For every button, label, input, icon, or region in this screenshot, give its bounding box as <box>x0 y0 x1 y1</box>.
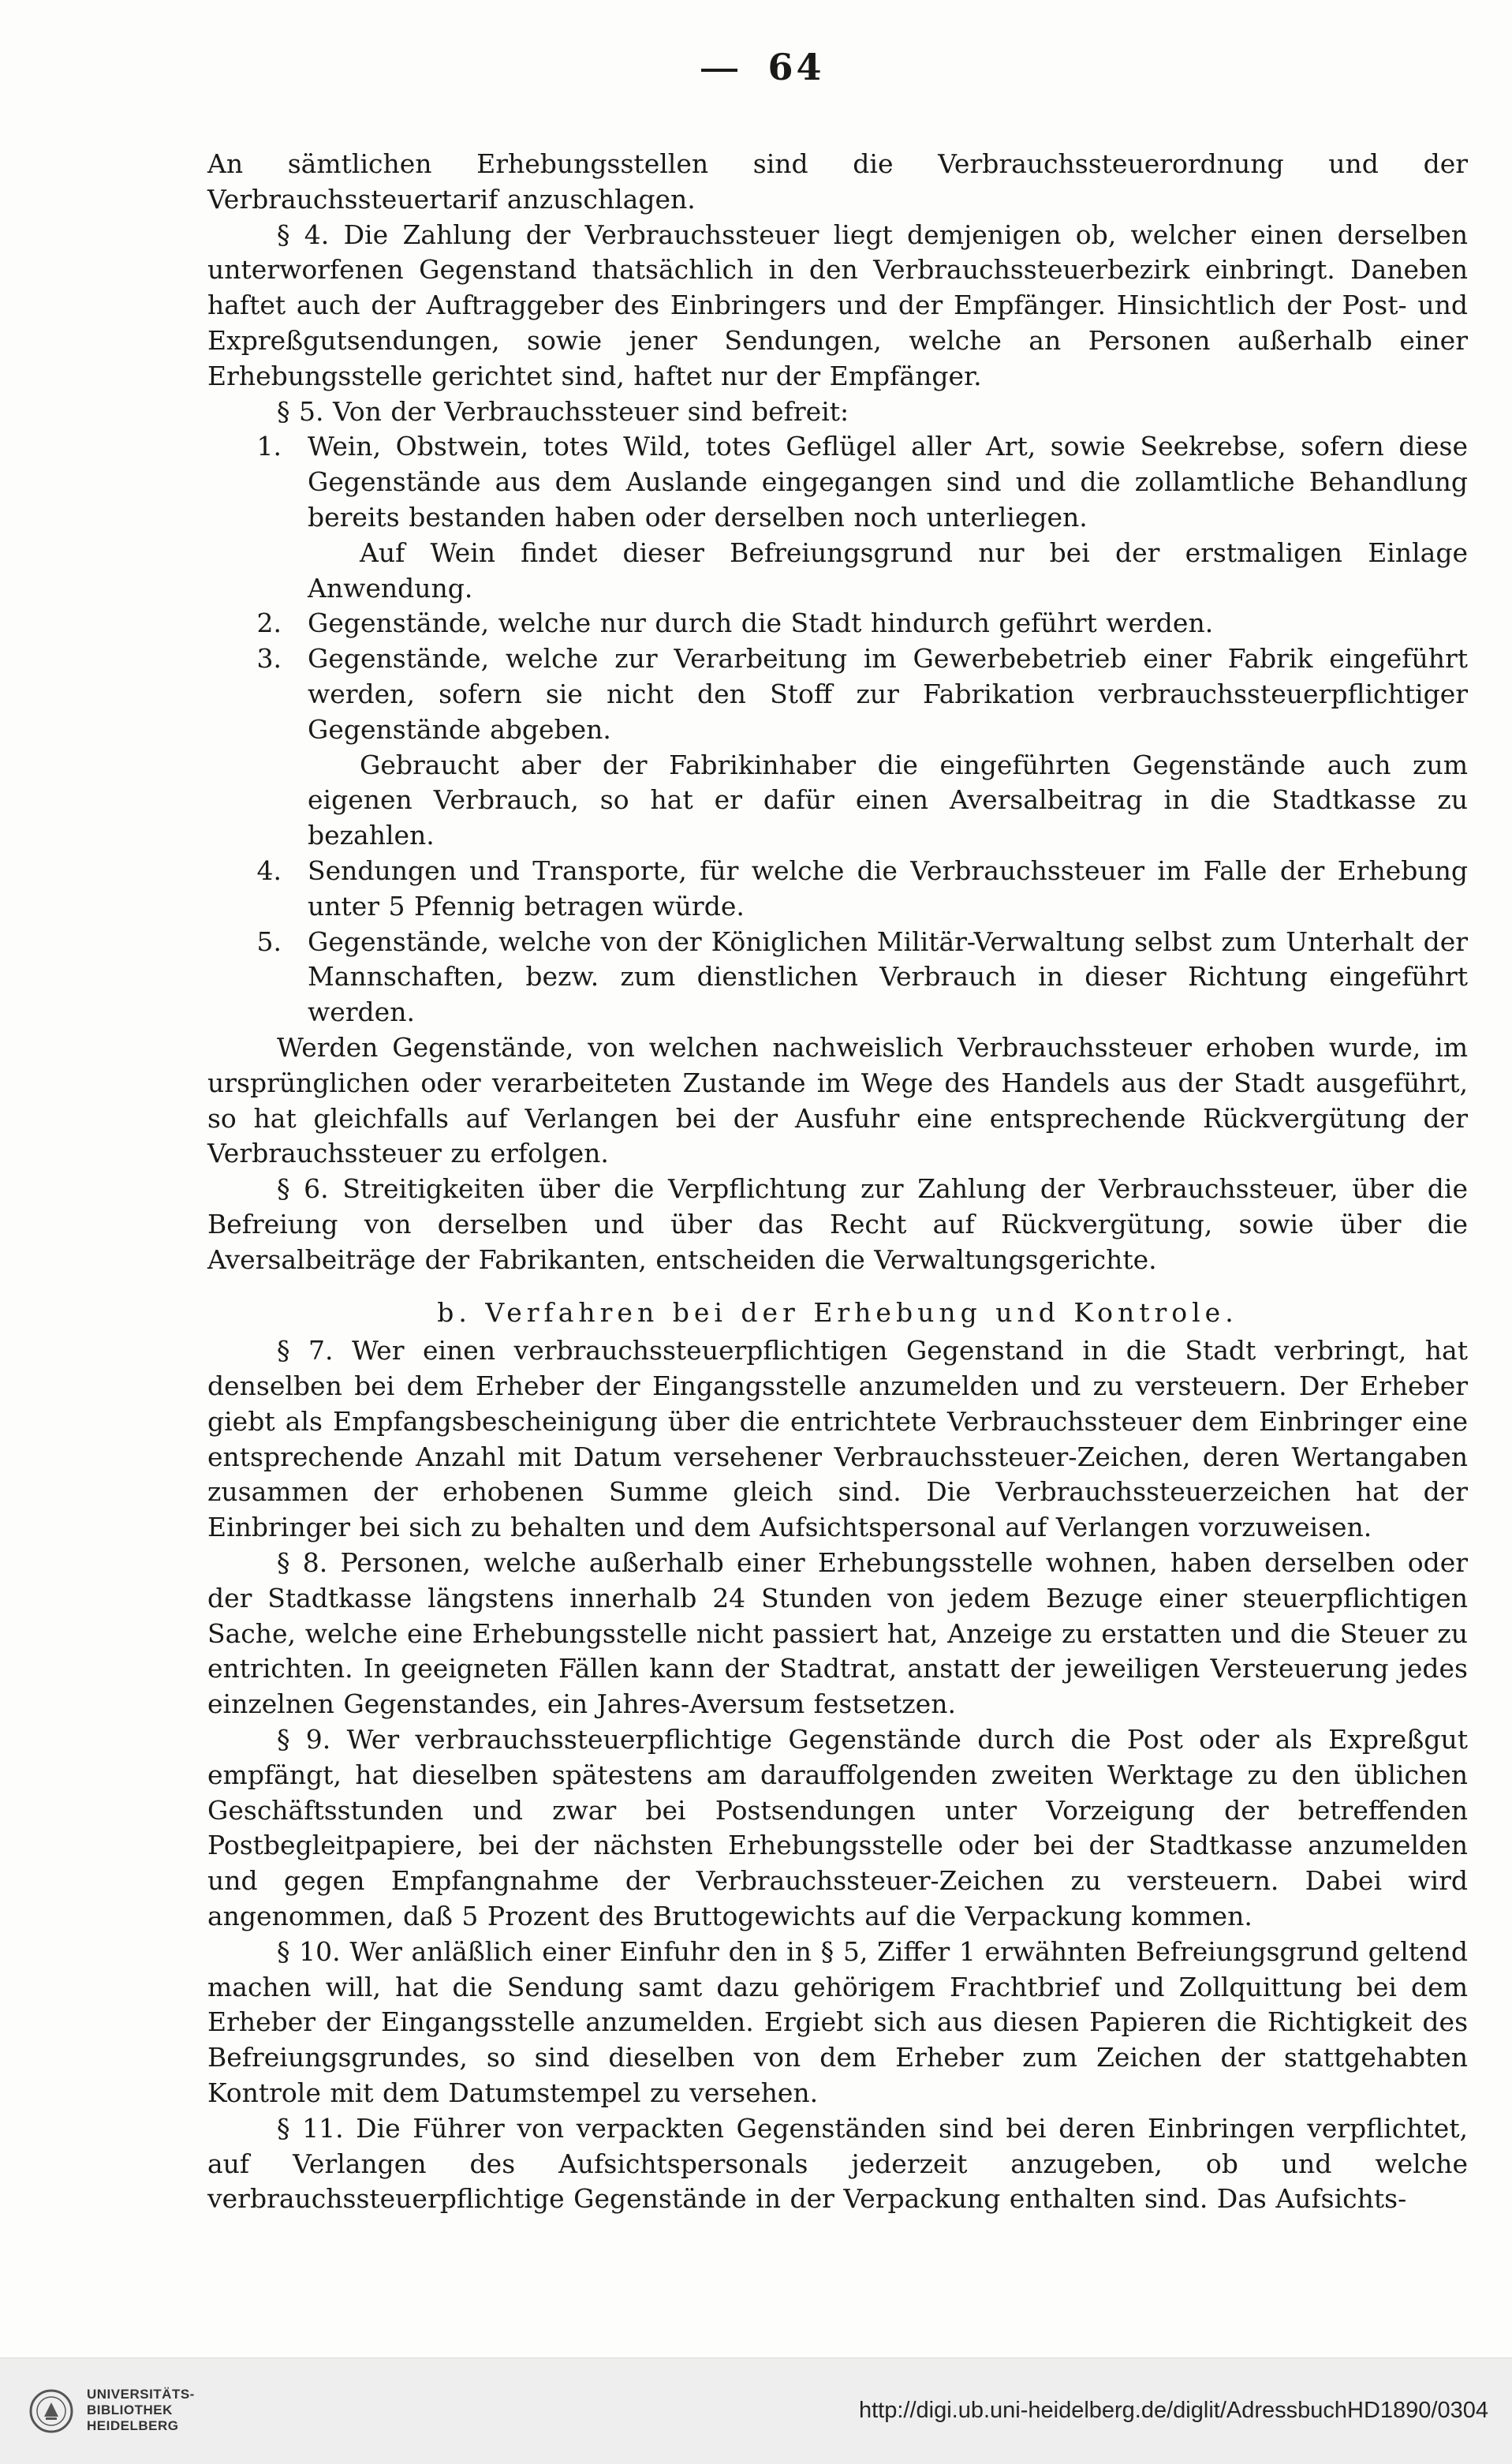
list-item-number: 1. <box>256 431 282 462</box>
list-item-number: 5. <box>256 925 282 957</box>
paragraph-s5-closing: Werden Gegenstände, von welchen nachweislich Verbrauchssteuer erhoben wurde, im ursprünglichen oder verarbeiteten Zustande im Wege des Handels aus der Stadt ausgeführt, so hat gleichfalls auf Verlangen bei der Ausfuhr eine entsprechende Rückvergütung der Verbrauchssteuer zu erfolgen. <box>207 1031 1468 1169</box>
list-item-text: Gegenstände, welche von der Königlichen Militär-Verwaltung selbst zum Unterhalt der Mannschaften, bezw. zum dienstlichen Verbrauch in dieser Richtung eingeführt werden. <box>308 925 1468 1028</box>
header-dash <box>701 69 737 72</box>
list-item-note: Auf Wein findet dieser Befreiungsgrund nur bei der erstmaligen Einlage Anwendung. <box>308 537 1468 604</box>
paragraph-s8: § 8. Personen, welche außerhalb einer Erhebungsstelle wohnen, haben derselben oder der Stadtkasse längstens innerhalb 24 Stunden von jedem Bezuge einer steuerpflichtigen Sache, welche eine Erhebungsstelle nicht passiert hat, Anzeige zu erstatten und die Steuer zu entrichten. In geeigneten Fällen kann der Stadtrat, anstatt der jeweiligen Versteuerung jedes einzelnen Gegenstandes, ein Jahres-Aversum festsetzen. <box>207 1547 1468 1720</box>
page-body <box>207 147 1468 2217</box>
library-name-line: BIBLIOTHEK <box>87 2402 173 2417</box>
library-name <box>87 2387 195 2434</box>
footer-bar <box>0 2357 1512 2464</box>
paragraph-s5: § 5. Von der Verbrauchssteuer sind befreit: <box>277 395 849 427</box>
list-item-note: Gebraucht aber der Fabrikinhaber die eingeführten Gegenstände auch zum eigenen Verbrauch, so hat er dafür einen Aversalbeitrag in die Stadtkasse zu bezahlen. <box>308 749 1468 851</box>
paragraph-s11: § 11. Die Führer von verpackten Gegenständen sind bei deren Einbringen verpflichtet, auf Verlangen des Aufsichtspersonals jederzeit anzugeben, ob und welche verbrauchssteuerpflichtige Gegenstände in der Verpackung enthalten sind. Das Aufsichts- <box>207 2112 1468 2215</box>
paragraph-s6: § 6. Streitigkeiten über die Verpflichtung zur Zahlung der Verbrauchssteuer, über die Befreiung von derselben und über das Recht auf Rückvergütung, sowie über die Aversalbeiträge der Fabrikanten, entscheiden die Verwaltungsgerichte. <box>207 1173 1468 1275</box>
list-item <box>207 606 1468 641</box>
paragraph-s7: § 7. Wer einen verbrauchssteuerpflichtigen Gegenstand in die Stadt verbringt, hat denselben bei dem Erheber der Eingangsstelle anzumelden und zu versteuern. Der Erheber giebt als Empfangsbescheinigung über die entrichtete Verbrauchssteuer dem Einbringer eine entsprechende Anzahl mit Datum versehener Verbrauchssteuer-Zeichen, deren Wertangaben zusammen der erhobenen Summe gleich sind. Die Verbrauchssteuerzeichen hat der Einbringer bei sich zu behalten und dem Aufsichtspersonal auf Verlangen vorzuweisen. <box>207 1335 1468 1543</box>
library-name-line: UNIVERSITÄTS- <box>87 2387 195 2402</box>
paragraph-s10: § 10. Wer anläßlich einer Einfuhr den in § 5, Ziffer 1 erwähnten Befreiungsgrund geltend machen will, hat die Sendung samt dazu gehörigem Frachtbrief und Zollquittung bei dem Erheber der Eingangsstelle anzumelden. Ergiebt sich aus diesen Papieren die Richtigkeit des Befreiungsgrundes, so sind dieselben von dem Erheber zum Zeichen der stattgehabten Kontrole mit dem Datumstempel zu versehen. <box>207 1935 1468 2109</box>
list-item-text: Sendungen und Transporte, für welche die Verbrauchssteuer im Falle der Erhebung unter 5 Pfennig betragen würde. <box>308 854 1468 922</box>
list-item <box>207 641 1468 747</box>
page-header <box>0 46 1512 88</box>
section-heading: b. Verfahren bei der Erhebung und Kontrole. <box>437 1296 1238 1328</box>
university-seal-icon <box>28 2388 74 2434</box>
paragraph-intro: An sämtlichen Erhebungsstellen sind die Verbrauchssteuerordnung und der Verbrauchssteuertarif anzuschlagen. <box>207 148 1468 215</box>
list-item-text: Wein, Obstwein, totes Wild, totes Geflügel aller Art, sowie Seekrebse, sofern diese Gegenstände aus dem Auslande eingegangen sind und die zollamtliche Behandlung bereits bestanden haben oder derselben noch unterliegen. <box>308 431 1468 533</box>
library-name-line: HEIDELBERG <box>87 2418 179 2433</box>
list-item-number: 2. <box>256 608 282 639</box>
page-number: 64 <box>767 46 825 88</box>
list-item <box>207 925 1468 1030</box>
list-item-text: Gegenstände, welche nur durch die Stadt hindurch geführt werden. <box>308 608 1214 639</box>
paragraph-s9: § 9. Wer verbrauchssteuerpflichtige Gegenstände durch die Post oder als Expreßgut empfängt, hat dieselben spätestens am darauffolgenden zweiten Werktage zu den üblichen Geschäftsstunden und zwar bei Postsendungen unter Vorzeigung der betreffenden Postbegleitpapiere, bei der nächsten Erhebungsstelle oder bei der Stadtkasse anzumelden und gegen Empfangnahme der Verbrauchssteuer-Zeichen zu versteuern. Dabei wird angenommen, daß 5 Prozent des Bruttogewichts auf die Verpackung kommen. <box>207 1724 1468 1932</box>
list-item-text: Gegenstände, welche zur Verarbeitung im Gewerbebetrieb einer Fabrik eingeführt werden, sofern sie nicht den Stoff zur Fabrikation verbrauchssteuerpflichtiger Gegenstände abgeben. <box>308 643 1468 745</box>
list-item-number: 4. <box>256 854 282 886</box>
source-url[interactable]: http://digi.ub.uni-heidelberg.de/diglit/AdressbuchHD1890/0304 <box>858 2398 1488 2423</box>
list-item <box>207 854 1468 925</box>
paragraph-s4: § 4. Die Zahlung der Verbrauchssteuer liegt demjenigen ob, welcher einen derselben unterworfenen Gegenstand thatsächlich in den Verbrauchssteuerbezirk einbringt. Daneben haftet auch der Auftraggeber des Einbringers und der Empfänger. Hinsichtlich der Post- und Expreßgutsendungen, sowie jener Sendungen, welche an Personen außerhalb einer Erhebungsstelle gerichtet sind, haftet nur der Empfänger. <box>207 219 1468 391</box>
list-item-number: 3. <box>256 643 282 675</box>
list-item <box>207 429 1468 535</box>
